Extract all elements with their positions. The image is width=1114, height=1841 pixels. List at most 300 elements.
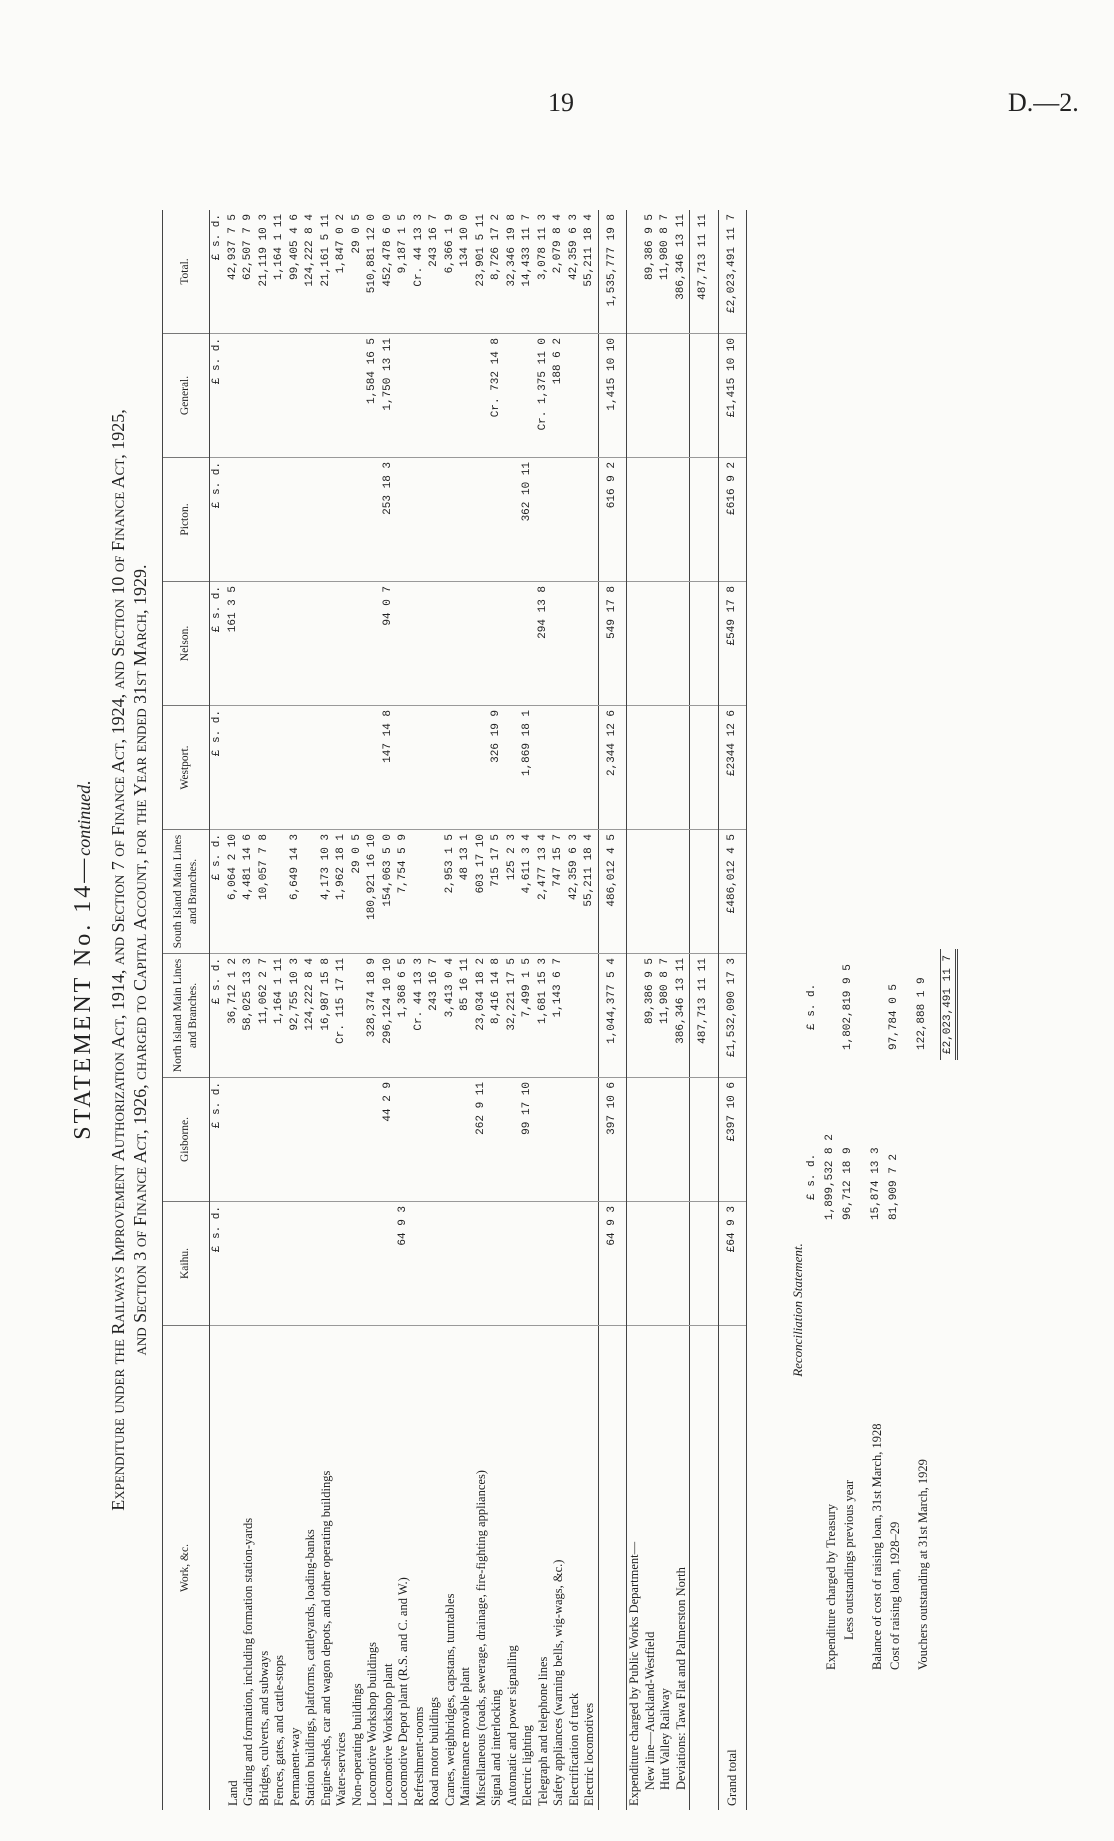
table-row: [334, 210, 350, 1810]
amount-cell: 99 17 10: [520, 1078, 536, 1202]
work-cell: Electrification of track: [566, 1692, 581, 1806]
work-cell: New line—Auckland-Westfield: [642, 1631, 657, 1790]
amount-cell: [458, 1202, 474, 1326]
amount-cell: 125 2 3: [505, 830, 521, 954]
amount-cell: [396, 1078, 412, 1202]
amount-cell: 549 17 8: [598, 582, 627, 706]
amount-cell: [582, 954, 598, 1078]
table-row: [443, 210, 459, 1810]
amount-cell: 262 9 11: [474, 1078, 490, 1202]
pwd-row: [643, 210, 659, 1810]
amount-cell: [427, 706, 443, 830]
work-cell: Fences, gates, and cattle-stops: [272, 1655, 286, 1806]
amount-cell: [643, 334, 659, 458]
amount-cell: [350, 334, 366, 458]
amount-cell: [427, 830, 443, 954]
amount-cell: 161 3 5: [226, 582, 242, 706]
amount-cell: 42,359 6 3: [567, 210, 583, 334]
pwd-row: [658, 210, 674, 1810]
amount-cell: [674, 458, 690, 582]
work-cell: Grading and formation, including formation station-yards: [241, 1517, 255, 1806]
amount-cell: [226, 1078, 242, 1202]
amount-cell: [582, 706, 598, 830]
amount-cell: [412, 458, 428, 582]
amount-cell: [567, 582, 583, 706]
reconciliation-units-row: [806, 770, 824, 1670]
amount-cell: 452,478 6 0: [381, 210, 397, 334]
amount-cell: 487,713 11 11: [690, 210, 719, 334]
amount-cell: [288, 334, 304, 458]
amount-cell: [643, 458, 659, 582]
amount-cell: [272, 458, 288, 582]
amount-cell: 11,062 2 7: [257, 954, 273, 1078]
work-cell: Maintenance movable plant: [458, 1667, 472, 1806]
table-row: [520, 210, 536, 1810]
amount-cell: 243 16 7: [427, 210, 443, 334]
amount-cell: [567, 954, 583, 1078]
amount-cell: 64 9 3: [598, 1202, 627, 1326]
amount-cell: [303, 706, 319, 830]
col-header-total: Total.: [163, 210, 210, 334]
amount-cell: [690, 1202, 719, 1326]
amount-cell: 8,726 17 2: [489, 210, 505, 334]
amount-cell: 1,368 6 5: [396, 954, 412, 1078]
table-row: [350, 210, 366, 1810]
amount-cell: 21,119 10 3: [257, 210, 273, 334]
work-cell: Non-operating buildings: [349, 1683, 364, 1806]
amount-cell: 55,211 18 4: [582, 210, 598, 334]
work-cell: Road motor buildings: [427, 1696, 441, 1806]
amount-cell: [627, 706, 643, 830]
amount-cell: [551, 1202, 567, 1326]
amount-cell: [381, 1202, 397, 1326]
amount-cell: [443, 706, 459, 830]
work-cell: Electric locomotives: [582, 1702, 596, 1806]
amount-cell: 32,221 17 5: [505, 954, 521, 1078]
amount-cell: [257, 1078, 273, 1202]
amount-cell: [257, 1202, 273, 1326]
amount-cell: [350, 954, 366, 1078]
amount-cell: 10,057 7 8: [257, 830, 273, 954]
table-row: [582, 210, 598, 1810]
amount-cell: [674, 830, 690, 954]
amount-cell: 180,921 16 10: [365, 830, 381, 954]
amount-cell: [567, 1078, 583, 1202]
amount-cell: [582, 458, 598, 582]
table-row: [427, 210, 443, 1810]
pwd-heading-row: [627, 210, 643, 1810]
amount-cell: [690, 706, 719, 830]
amount-cell: 603 17 10: [474, 830, 490, 954]
statement-heading: [70, 90, 97, 1830]
amount-cell: 1,750 13 11: [381, 334, 397, 458]
amount-cell: [443, 458, 459, 582]
amount-cell: [567, 706, 583, 830]
amount-cell: £616 9 2: [718, 458, 747, 582]
amount-cell: [412, 830, 428, 954]
pwd-subtotal-row: [690, 210, 719, 1810]
table-row: [381, 210, 397, 1810]
col-header-picton: Picton.: [163, 458, 210, 582]
reconciliation-line: Vouchers outstanding at 31st March, 1929 122,888 1 9: [916, 977, 930, 1670]
amount-cell: [412, 334, 428, 458]
amount-cell: [319, 458, 335, 582]
amount-cell: [505, 582, 521, 706]
amount-cell: [489, 458, 505, 582]
work-cell: Safety appliances (warning bells, wig-wags, &c.): [551, 1559, 565, 1806]
table-body: [210, 210, 747, 1810]
amount-cell: [643, 706, 659, 830]
amount-cell: [443, 1078, 459, 1202]
amount-cell: [350, 1202, 366, 1326]
amount-cell: [412, 582, 428, 706]
table-row: [365, 210, 381, 1810]
amount-cell: [396, 582, 412, 706]
amount-cell: 4,611 3 4: [520, 830, 536, 954]
amount-cell: 7,754 5 9: [396, 830, 412, 954]
recon-units-1: £ s. d.: [806, 1153, 818, 1200]
work-cell: Engine-sheds, car and wagon depots, and other operating buildings: [318, 1470, 333, 1806]
amount-cell: [365, 1202, 381, 1326]
recon-units-2: £ s. d.: [806, 983, 818, 1030]
work-cell: Bridges, culverts, and subways: [256, 1650, 271, 1806]
amount-cell: [412, 1202, 428, 1326]
amount-cell: 747 15 7: [551, 830, 567, 954]
amount-cell: £2,023,491 11 7: [718, 210, 747, 334]
statement-title: STATEMENT No. 14—: [70, 855, 96, 1140]
amount-cell: [443, 334, 459, 458]
amount-cell: £397 10 6: [718, 1078, 747, 1202]
table-header-row: [163, 210, 210, 1810]
amount-cell: 42,359 6 3: [567, 830, 583, 954]
amount-cell: [567, 1202, 583, 1326]
amount-cell: 2,953 1 5: [443, 830, 459, 954]
table-row: [226, 210, 242, 1810]
amount-cell: [658, 334, 674, 458]
work-cell: Deviations: Tawa Flat and Palmerston North: [673, 1567, 688, 1790]
amount-cell: [658, 1078, 674, 1202]
amount-cell: 326 19 9: [489, 706, 505, 830]
amount-cell: [551, 582, 567, 706]
amount-cell: 23,901 5 11: [474, 210, 490, 334]
col-header-general: General.: [163, 334, 210, 458]
amount-cell: [226, 334, 242, 458]
amount-cell: 2,344 12 6: [598, 706, 627, 830]
amount-cell: £64 9 3: [718, 1202, 747, 1326]
amount-cell: [489, 1078, 505, 1202]
amount-cell: 3,078 11 3: [536, 210, 552, 334]
amount-cell: 85 16 11: [458, 954, 474, 1078]
table-row: [272, 210, 288, 1810]
work-cell: Station buildings, platforms, cattleyards, loading-banks: [303, 1529, 317, 1806]
amount-cell: [319, 1078, 335, 1202]
amount-cell: 328,374 18 9: [365, 954, 381, 1078]
amount-cell: [489, 582, 505, 706]
amount-cell: [690, 458, 719, 582]
amount-cell: [674, 334, 690, 458]
reconciliation-total: £2,023,491 11 7: [940, 949, 958, 1060]
amount-cell: [458, 334, 474, 458]
work-cell: Permanent-way: [287, 1727, 302, 1806]
amount-cell: 154,063 5 0: [381, 830, 397, 954]
table-row: [567, 210, 583, 1810]
table-row: [536, 210, 552, 1810]
amount-cell: [458, 1078, 474, 1202]
amount-cell: [272, 1078, 288, 1202]
amount-cell: [303, 1202, 319, 1326]
amount-cell: £1,415 10 10: [718, 334, 747, 458]
amount-cell: [303, 582, 319, 706]
amount-cell: [551, 458, 567, 582]
amount-cell: 23,034 18 2: [474, 954, 490, 1078]
amount-cell: [241, 458, 257, 582]
amount-cell: [226, 1202, 242, 1326]
amount-cell: [582, 1202, 598, 1326]
amount-cell: £486,012 4 5: [718, 830, 747, 954]
work-cell: Hutt Valley Railway: [658, 1688, 672, 1790]
amount-cell: [350, 1078, 366, 1202]
work-cell: Automatic and power signalling: [504, 1645, 519, 1806]
reconciliation-line: Expenditure charged by Treasury 1,899,532 8 2: [824, 1134, 838, 1670]
amount-cell: 1,584 16 5: [365, 334, 381, 458]
amount-cell: 21,161 5 11: [319, 210, 335, 334]
amount-cell: [350, 706, 366, 830]
reconciliation-line: Balance of cost of raising loan, 31st March, 1928 15,874 13 3: [870, 1147, 884, 1670]
amount-cell: [658, 582, 674, 706]
col-header-north-island: North Island Main Lines and Branches.: [163, 954, 210, 1078]
amount-cell: £2344 12 6: [718, 706, 747, 830]
work-cell: Locomotive Workshop buildings: [365, 1641, 379, 1806]
work-cell: Electric lighting: [520, 1725, 534, 1806]
amount-cell: 487,713 11 11: [690, 954, 719, 1078]
amount-cell: 386,346 13 11: [674, 210, 690, 334]
page-number: 19: [548, 88, 574, 117]
amount-cell: 36,712 1 2: [226, 954, 242, 1078]
amount-cell: 14,433 11 7: [520, 210, 536, 334]
amount-cell: 16,987 15 8: [319, 954, 335, 1078]
work-cell: Expenditure charged by Public Works Department—: [627, 1541, 641, 1806]
amount-cell: Cr. 44 13 3: [412, 210, 428, 334]
amount-cell: [288, 706, 304, 830]
amount-cell: [288, 1078, 304, 1202]
amount-cell: 2,477 13 4: [536, 830, 552, 954]
amount-cell: [319, 1202, 335, 1326]
work-cell: [598, 1326, 627, 1811]
amount-cell: [334, 458, 350, 582]
amount-cell: 124,222 8 4: [303, 954, 319, 1078]
amount-cell: 42,937 7 5: [226, 210, 242, 334]
amount-cell: 243 16 7: [427, 954, 443, 1078]
continued-label: continued.: [74, 780, 94, 856]
amount-cell: [474, 334, 490, 458]
amount-cell: [241, 1078, 257, 1202]
amount-cell: [520, 1202, 536, 1326]
amount-cell: [427, 582, 443, 706]
amount-cell: 48 13 1: [458, 830, 474, 954]
amount-cell: [458, 706, 474, 830]
work-cell: Cranes, weighbridges, capstans, turntables: [442, 1593, 457, 1806]
amount-cell: [674, 1078, 690, 1202]
amount-cell: [505, 706, 521, 830]
amount-cell: [257, 458, 273, 582]
amount-cell: [690, 334, 719, 458]
work-cell: Miscellaneous (roads, sewerage, drainage, fire-fighting appliances): [473, 1470, 488, 1806]
amount-cell: Cr. 1,375 11 0: [536, 334, 552, 458]
table-row: [551, 210, 567, 1810]
amount-cell: [303, 830, 319, 954]
amount-cell: [303, 334, 319, 458]
amount-cell: 62,507 7 9: [241, 210, 257, 334]
table-row: [505, 210, 521, 1810]
amount-cell: [536, 1202, 552, 1326]
amount-cell: 32,346 19 8: [505, 210, 521, 334]
amount-cell: 1,681 15 3: [536, 954, 552, 1078]
table-row: [288, 210, 304, 1810]
table-row: [489, 210, 505, 1810]
work-cell: Water-services: [334, 1732, 348, 1806]
amount-cell: [627, 1078, 643, 1202]
amount-cell: [643, 1078, 659, 1202]
amount-cell: [365, 582, 381, 706]
amount-cell: [551, 706, 567, 830]
amount-cell: [257, 334, 273, 458]
amount-cell: [319, 706, 335, 830]
amount-cell: 58,025 13 3: [241, 954, 257, 1078]
amount-cell: 147 14 8: [381, 706, 397, 830]
amount-cell: [643, 830, 659, 954]
amount-cell: [690, 1078, 719, 1202]
amount-cell: [658, 706, 674, 830]
amount-cell: [257, 582, 273, 706]
amount-cell: [272, 830, 288, 954]
amount-cell: [334, 1202, 350, 1326]
amount-cell: 296,124 10 10: [381, 954, 397, 1078]
amount-cell: [443, 582, 459, 706]
amount-cell: [427, 458, 443, 582]
col-header-westport: Westport.: [163, 706, 210, 830]
amount-cell: [365, 1078, 381, 1202]
amount-cell: [396, 458, 412, 582]
amount-cell: [627, 334, 643, 458]
amount-cell: [474, 582, 490, 706]
amount-cell: [458, 458, 474, 582]
amount-cell: 92,755 10 3: [288, 954, 304, 1078]
amount-cell: [674, 1202, 690, 1326]
amount-cell: 1,535,777 19 8: [598, 210, 627, 334]
document-code: D.—2.: [1008, 88, 1079, 117]
amount-cell: 1,143 6 7: [551, 954, 567, 1078]
amount-cell: [567, 458, 583, 582]
amount-cell: [582, 1078, 598, 1202]
amount-cell: 4,173 10 3: [319, 830, 335, 954]
reconciliation-statement: [790, 770, 958, 1670]
amount-cell: [582, 582, 598, 706]
amount-cell: 4,481 14 6: [241, 830, 257, 954]
pwd-row: [674, 210, 690, 1810]
amount-cell: Cr. 732 14 8: [489, 334, 505, 458]
amount-cell: [658, 830, 674, 954]
amount-cell: [551, 1078, 567, 1202]
amount-cell: 99,405 4 6: [288, 210, 304, 334]
amount-cell: [627, 830, 643, 954]
table-row: [257, 210, 273, 1810]
amount-cell: [674, 582, 690, 706]
amount-cell: [241, 334, 257, 458]
amount-cell: [582, 334, 598, 458]
amount-cell: 1,164 1 11: [272, 954, 288, 1078]
amount-cell: [303, 458, 319, 582]
col-header-south-island: South Island Main Lines and Branches.: [163, 830, 210, 954]
expenditure-table: [162, 210, 747, 1810]
statement-subtitle-2: and Section 3 of Finance Act, 1926, charged to Capital Account, for the Year ended 31st March, 1929.: [130, 564, 150, 1356]
amount-cell: [536, 458, 552, 582]
amount-cell: 7,499 1 5: [520, 954, 536, 1078]
amount-cell: [427, 334, 443, 458]
amount-cell: [427, 1202, 443, 1326]
amount-cell: 294 13 8: [536, 582, 552, 706]
table-row: [241, 210, 257, 1810]
amount-cell: [690, 830, 719, 954]
work-cell: Locomotive Workshop plant: [380, 1663, 395, 1806]
amount-cell: [350, 582, 366, 706]
amount-cell: [690, 582, 719, 706]
amount-cell: [520, 582, 536, 706]
amount-cell: [505, 1202, 521, 1326]
col-header-gisborne: Gisborne.: [163, 1078, 210, 1202]
units-row: £ s. d. £ s. d. £ s. d. £ s. d. £ s. d. £ s. d. £ s. d. £ s. d. £ s. d.: [210, 210, 226, 1810]
amount-cell: [241, 582, 257, 706]
amount-cell: 1,962 18 1: [334, 830, 350, 954]
col-header-work: Work, &c.: [163, 1326, 210, 1811]
amount-cell: [627, 458, 643, 582]
work-cell: Land: [225, 1780, 240, 1806]
amount-cell: [334, 334, 350, 458]
amount-cell: [288, 1202, 304, 1326]
amount-cell: [272, 582, 288, 706]
amount-cell: 64 9 3: [396, 1202, 412, 1326]
amount-cell: 1,164 1 11: [272, 210, 288, 334]
rotated-statement-sheet: [70, 90, 1070, 1830]
amount-cell: 188 6 2: [551, 334, 567, 458]
amount-cell: [643, 582, 659, 706]
work-cell: Grand total: [718, 1326, 747, 1811]
amount-cell: [272, 706, 288, 830]
amount-cell: [334, 582, 350, 706]
amount-cell: [412, 1078, 428, 1202]
amount-cell: [674, 706, 690, 830]
amount-cell: 386,346 13 11: [674, 954, 690, 1078]
amount-cell: 616 9 2: [598, 458, 627, 582]
reconciliation-title: Reconciliation Statement.: [790, 1243, 805, 1377]
amount-cell: 94 0 7: [381, 582, 397, 706]
amount-cell: [427, 1078, 443, 1202]
amount-cell: [288, 582, 304, 706]
amount-cell: [241, 1202, 257, 1326]
table-row: [319, 210, 335, 1810]
amount-cell: 715 17 5: [489, 830, 505, 954]
amount-cell: [396, 706, 412, 830]
amount-cell: 124,222 8 4: [303, 210, 319, 334]
amount-cell: 1,847 0 2: [334, 210, 350, 334]
amount-cell: [474, 1202, 490, 1326]
work-cell: Telegraph and telephone lines: [535, 1656, 550, 1806]
amount-cell: [536, 1078, 552, 1202]
amount-cell: [658, 1202, 674, 1326]
amount-cell: 11,980 8 7: [658, 954, 674, 1078]
amount-cell: 6,366 1 9: [443, 210, 459, 334]
amount-cell: [365, 706, 381, 830]
amount-cell: [505, 1078, 521, 1202]
